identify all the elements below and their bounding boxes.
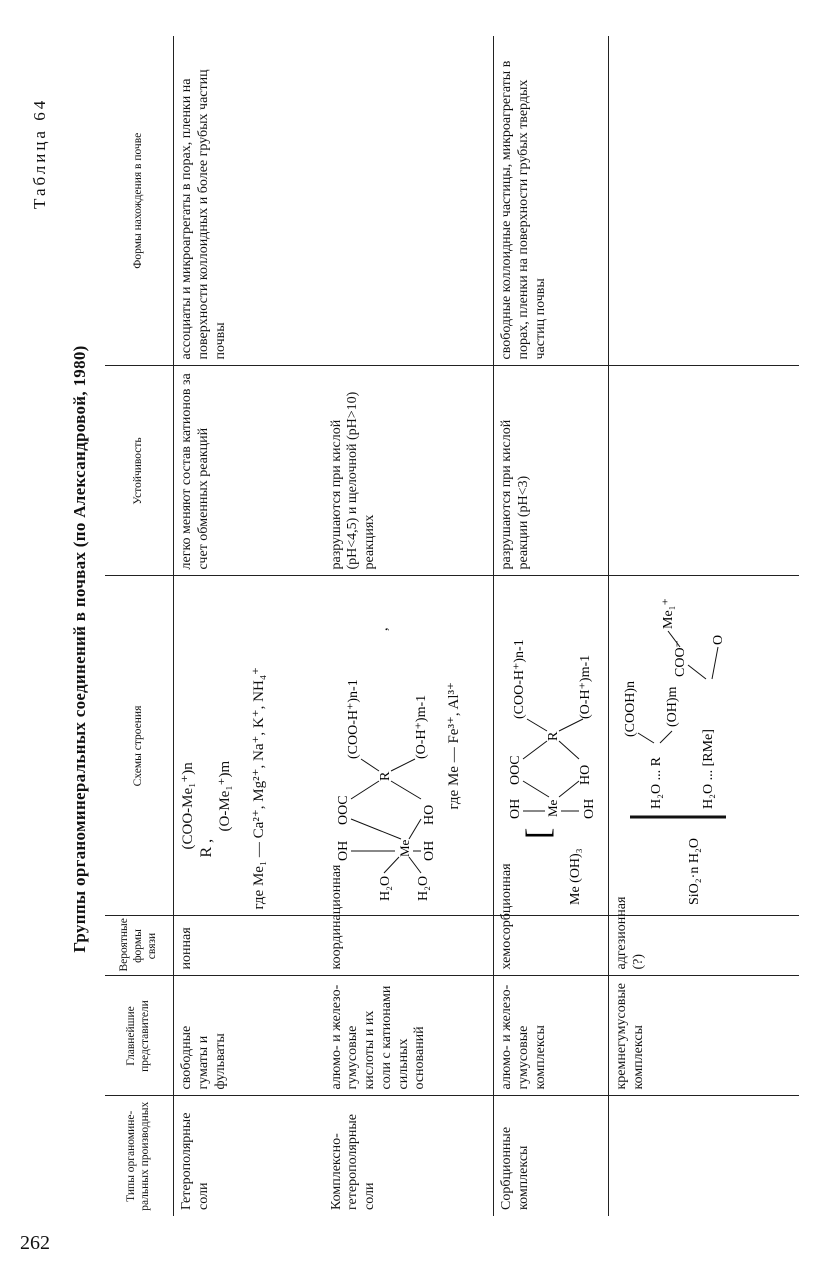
scheme-formula: (O-Me₁⁺)m — [217, 760, 234, 832]
scheme-label: HO — [421, 805, 437, 826]
scheme-label: [ — [520, 828, 557, 840]
cell-type — [609, 1096, 799, 1216]
cell-type: Сорбционные комплексы — [494, 1096, 609, 1216]
table-row — [174, 36, 324, 1216]
scheme-label: (O-H⁺)m-1 — [578, 655, 593, 720]
scheme-label: H₂O — [415, 876, 431, 902]
col-header-schemes: Схемы строения — [105, 576, 174, 916]
scheme-label: R — [377, 772, 393, 782]
cell-representatives: свободные гуматы и фульваты — [174, 976, 324, 1096]
scheme-label: H₂O ... [RMe] — [701, 729, 716, 810]
cell-scheme — [324, 576, 494, 916]
scheme-label: OH — [508, 799, 523, 820]
scheme-label: Me₁⁺ — [661, 598, 676, 630]
scheme-label: HO — [578, 765, 593, 786]
scheme-label: R — [546, 732, 561, 742]
cell-scheme — [174, 576, 324, 916]
scheme-label: OH — [335, 841, 351, 862]
table-caption: Группы органоминеральных соединений в почвах (по Александровой, 1980) — [70, 345, 89, 953]
scheme-label: Me — [396, 840, 412, 858]
scheme-label: OH — [421, 841, 437, 862]
scheme-label: H₂O — [377, 876, 393, 902]
cell-scheme — [609, 576, 799, 916]
table-row — [609, 36, 799, 1216]
silicon-humus-scheme-diagram — [614, 580, 734, 910]
scheme-note: где Me₁ — Ca²⁺, Mg²⁺, Na⁺, K⁺, NH₄⁺ — [251, 667, 268, 910]
scheme-label: Me — [545, 800, 560, 818]
scheme-note: где Me — Fe³⁺, Al³⁺ — [445, 682, 462, 810]
cell-stability: легко меняют состав катионов за счет обменных реакций — [174, 366, 324, 576]
organomineral-table — [105, 36, 799, 1216]
col-header-representatives: Главнейшие представители — [105, 976, 174, 1096]
cell-forms: ассоциаты и микроагрегаты в порах, пленки на поверхности коллоидных и более грубых частиц почвы — [174, 36, 324, 366]
table-row — [324, 36, 494, 1216]
scheme-label: O — [711, 635, 726, 646]
scheme-label: H₂O ... R — [649, 757, 664, 810]
scheme-label: OOC — [508, 755, 523, 786]
scheme-formula: R , — [198, 838, 215, 858]
cell-bond: хемосорбционная — [494, 916, 609, 976]
cell-type: Гетерополярные соли — [179, 1112, 211, 1210]
scheme-label: (COOH)n — [623, 681, 638, 738]
cell-forms: свободные коллоидные частицы, микроагрегаты в порах, пленки на поверхности грубых твердых частиц почвы — [494, 36, 609, 366]
cell-forms — [324, 36, 494, 366]
cell-stability — [609, 366, 799, 576]
col-header-bond-forms: Вероятные формы связи — [105, 916, 174, 976]
cell-type: Комплексно-гетерополярные соли — [328, 1114, 378, 1210]
col-header-types: Типы органомине-ральных производных — [105, 1096, 174, 1216]
cell-stability: разрушаются при кислой (pH<4,5) и щелочной (pH>10) реакциях — [324, 366, 494, 576]
scheme-label: , — [375, 628, 391, 632]
scheme-formula: (COO-Me₁⁺)n — [180, 762, 196, 850]
scheme-label: COO⁻ — [673, 640, 688, 678]
scheme-label: SiO₂·n H₂O — [687, 838, 702, 906]
scheme-label: (O-H⁺)m-1 — [413, 695, 429, 760]
cell-representatives: алюмо- и железо-гумусовые кислоты и их соли с катионами сильных оснований — [324, 976, 494, 1096]
scheme-label: (OH)m — [665, 687, 680, 728]
table-row — [494, 36, 609, 1216]
cell-forms — [609, 36, 799, 366]
cell-bond: координационная — [324, 916, 494, 976]
scheme-label: OOC — [335, 795, 351, 826]
table-label: Таблица 64 — [30, 97, 49, 209]
coordination-scheme-diagram — [329, 580, 439, 910]
sorption-scheme-diagram — [499, 580, 599, 910]
scheme-label: OH — [582, 799, 597, 820]
col-header-forms-in-soil: Формы нахождения в почве — [105, 36, 174, 366]
page-number: 262 — [20, 1232, 50, 1254]
cell-bond: адгезионная (?) — [609, 916, 799, 976]
cell-representatives: алюмо- и железо-гумусовые комплексы — [494, 976, 609, 1096]
scheme-label: (COO-H⁺)n-1 — [512, 639, 527, 720]
col-header-stability: Устойчивость — [105, 366, 174, 576]
cell-bond: ионная — [174, 916, 324, 976]
scheme-label: (COO-H⁺)n-1 — [345, 679, 361, 760]
scheme-label: Me (OH)₃ — [568, 848, 583, 906]
cell-representatives: кремнегумусовые комплексы — [609, 976, 799, 1096]
table-header-row — [105, 36, 174, 1216]
cell-stability: разрушаются при кислой реакции (pH<3) — [494, 366, 609, 576]
